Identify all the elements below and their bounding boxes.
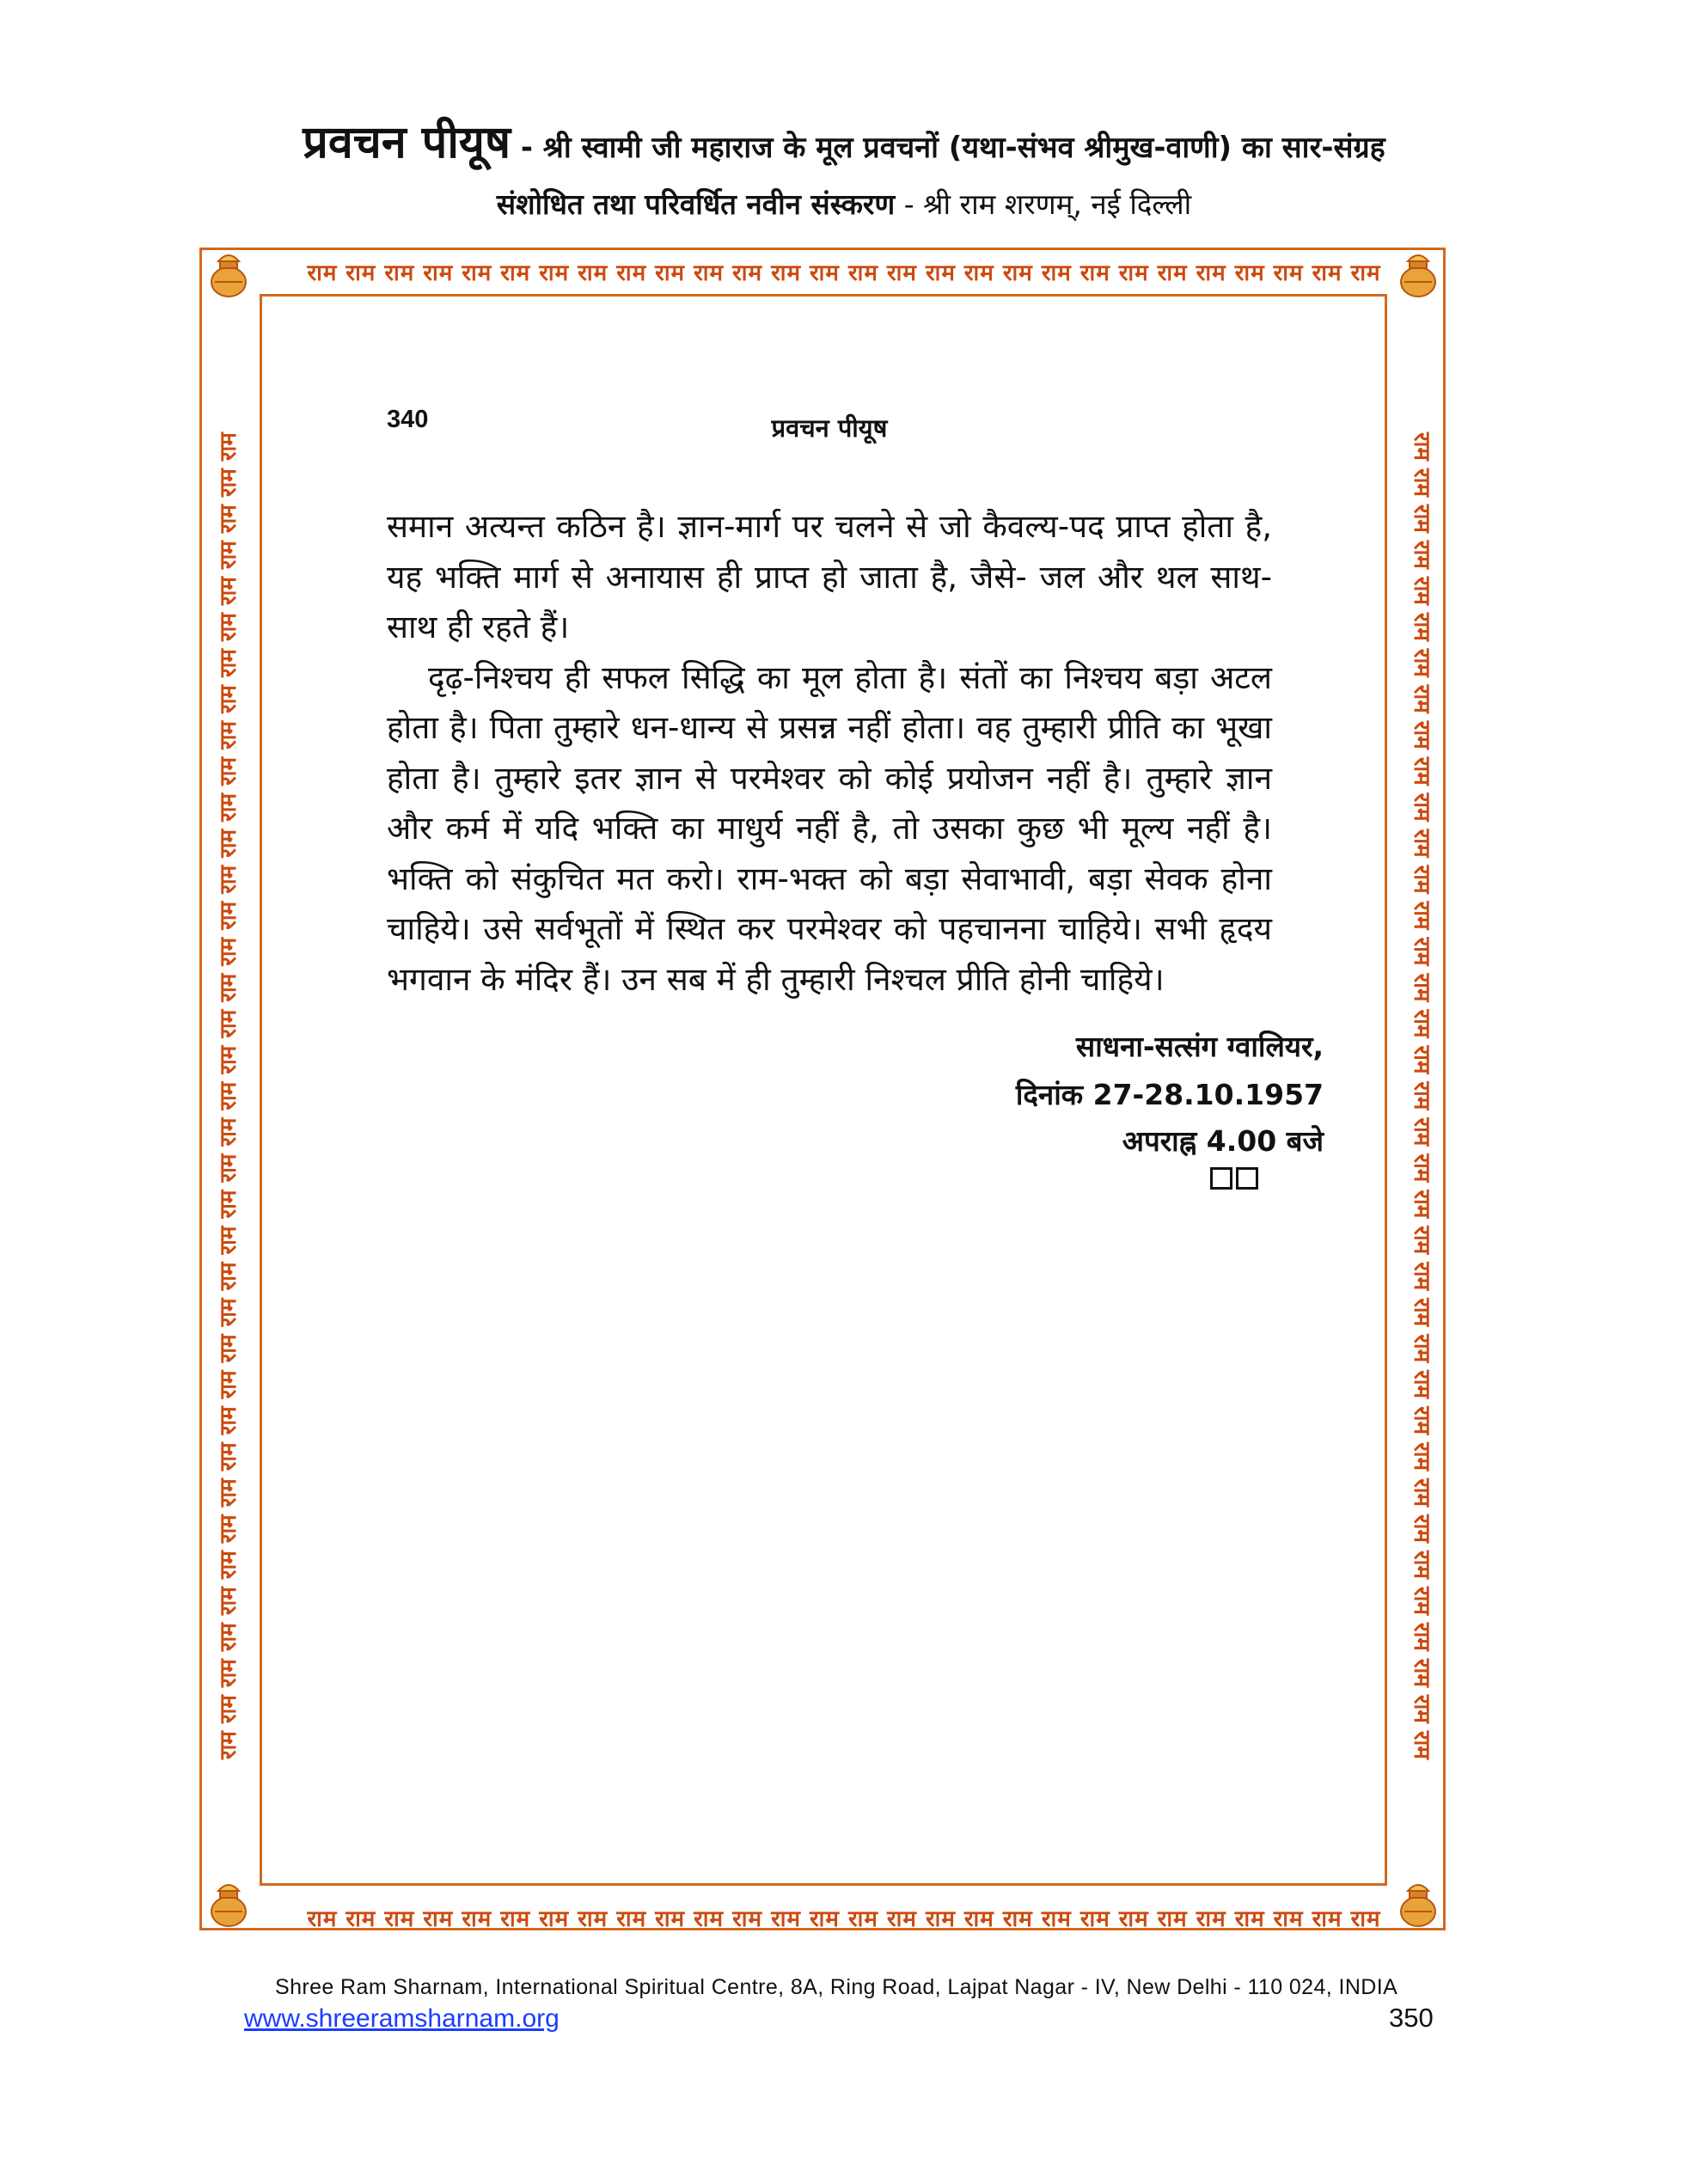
border-right-ram-column: राम राम राम राम राम राम राम राम राम राम राम राम राम राम राम राम राम राम राम राम राम राम राम राम राम राम राम राम राम राम राम राम राम राम राम राम राम [1409,432,1434,1759]
kalash-icon [203,249,254,301]
border-bottom-ram-row: राम राम राम राम राम राम राम राम राम राम राम राम राम राम राम राम राम राम राम राम राम राम राम राम राम राम राम राम [307,1906,1381,1932]
paragraph: दृढ़-निश्चय ही सफल सिद्धि का मूल होता है। संतों का निश्चय बड़ा अटल होता है। पिता तुम्हारे धन-धान्य से प्रसन्न नहीं होता। वह तुम्हारी प्रीति का भूखा होता है। तुम्हारे इतर ज्ञान से परमेश्वर को कोई प्रयोजन नहीं है। तुम्हारे ज्ञान और कर्म में यदि भक्ति का माधुर्य नहीं है, तो उसका कुछ भी मूल्य नहीं है। भक्ति को संकुचित मत करो। राम-भक्त को बड़ा सेवाभावी, बड़ा सेवक होना चाहिये। उसे सर्वभूतों में स्थित कर परमेश्वर को पहचानना चाहिये। सभी हृदय भगवान के मंदिर हैं। उन सब में ही तुम्हारी निश्चल प्रीति होनी चाहिये। [387,658,1272,998]
document-header-subtitle [0,184,1688,223]
edition-label: संशोधित तथा परिवर्धित नवीन संस्करण [496,187,896,221]
website-link[interactable]: www.shreeramsharnam.org [244,2004,560,2033]
book-title: प्रवचन पीयूष [303,117,511,168]
kalash-icon [203,1879,254,1930]
border-left-ram-column: राम राम राम राम राम राम राम राम राम राम राम राम राम राम राम राम राम राम राम राम राम राम राम राम राम राम राम राम राम राम राम राम राम राम राम राम राम [216,432,242,1759]
publisher-label: - श्री राम शरणम्, नई दिल्ली [895,187,1192,221]
kalash-icon [1392,1879,1444,1930]
end-mark [1210,1167,1262,1193]
footer-address: Shree Ram Sharnam, International Spiritual Centre, 8A, Ring Road, Lajpat Nagar - IV, New Delhi - 110 024, INDIA [275,1975,1398,1999]
page-running-header [387,397,1272,449]
pdf-page-number: 350 [1389,2003,1434,2033]
book-page-number: 340 [387,406,429,433]
scanned-page [387,397,1272,1005]
book-title-description: - श्री स्वामी जी महाराज के मूल प्रवचनों (यथा-संभव श्रीमुख-वाणी) का सार-संग्रह [511,131,1385,165]
document-header-title [0,110,1688,171]
border-top-ram-row: राम राम राम राम राम राम राम राम राम राम राम राम राम राम राम राम राम राम राम राम राम राम राम राम राम राम राम राम [307,260,1381,286]
signature-date: दिनांक 27-28.10.1957 [1015,1078,1324,1111]
paragraph: समान अत्यन्त कठिन है। ज्ञान-मार्ग पर चलने से जो कैवल्य-पद प्राप्त होता है, यह भक्ति मार्ग से अनायास ही प्राप्त हो जाता है, जैसे- जल और थल साथ-साथ ही रहते हैं। [387,508,1272,645]
signature-place: साधना-सत्संग ग्वालियर, [1075,1030,1324,1063]
running-title: प्रवचन पीयूष [771,413,888,443]
kalash-icon [1392,249,1444,301]
signature-time: अपराह्न 4.00 बजे [1122,1124,1324,1158]
page-body [387,502,1272,1005]
